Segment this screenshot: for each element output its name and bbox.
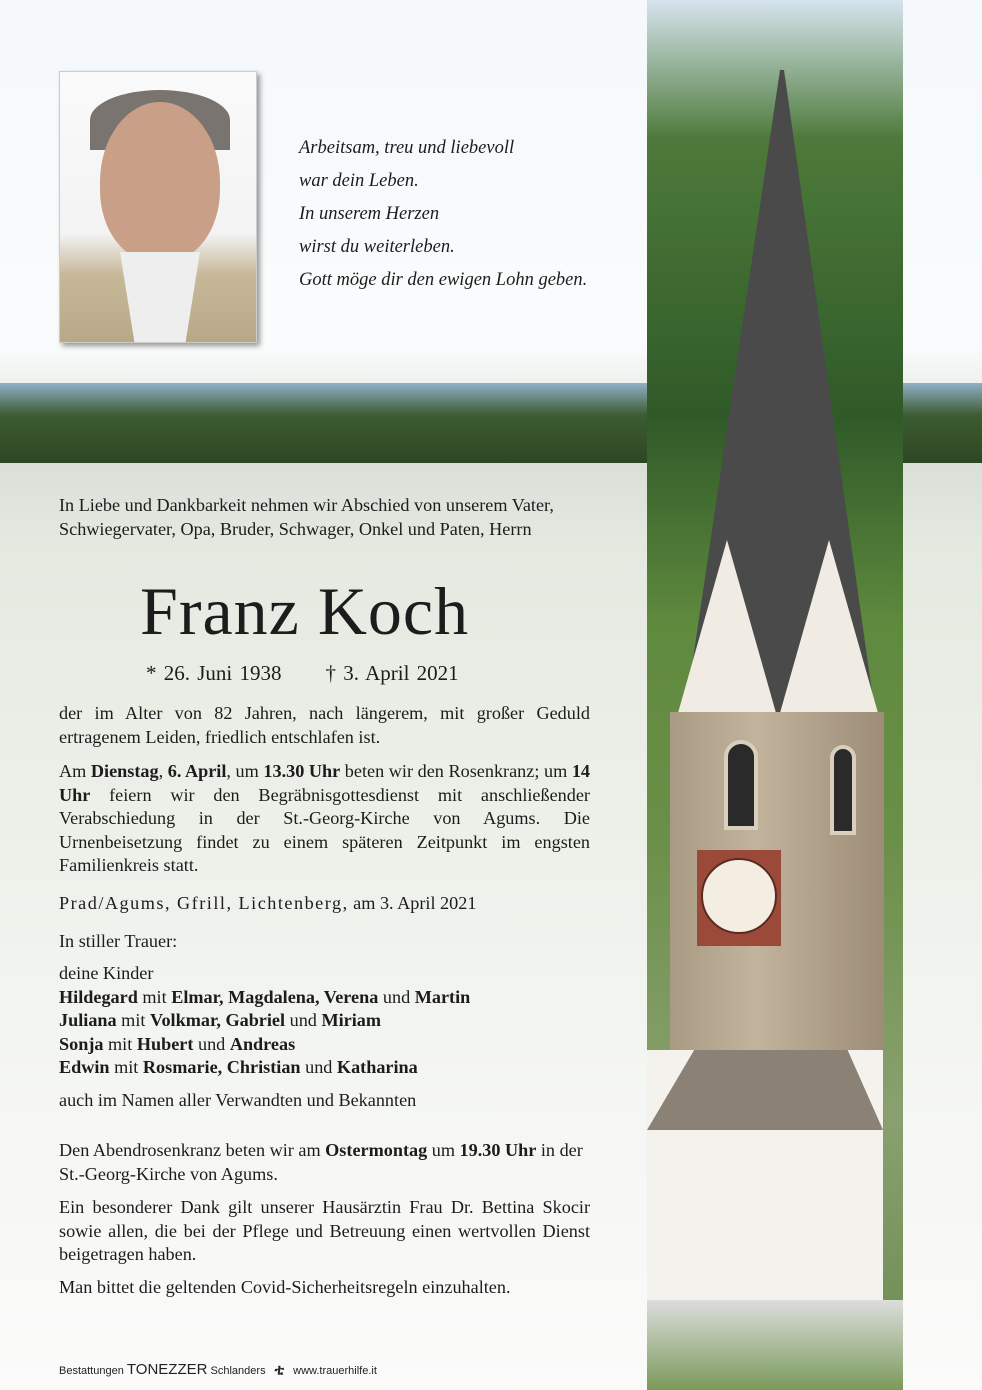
death-paragraph: der im Alter von 82 Jahren, nach längerem, mit großer Geduld ertragenem Leiden, friedlich entschlafen ist. xyxy=(59,703,590,747)
place-date: Prad/Agums, Gfrill, Lichtenberg, am 3. April 2021 xyxy=(59,893,477,913)
overlay-panel xyxy=(903,463,982,1390)
website-link: www.trauerhilfe.it xyxy=(293,1365,377,1377)
mourning-label: In stiller Trauer: xyxy=(59,931,178,951)
overlay-panel xyxy=(903,0,982,383)
poem-line: war dein Leben. xyxy=(299,171,419,191)
trauerhilfe-logo-icon: ቲ xyxy=(274,1361,285,1377)
relatives-line: auch im Namen aller Verwandten und Bekannten xyxy=(59,1089,417,1110)
footer: Bestattungen TONEZZER Schlanders ቲ www.trauerhilfe.it xyxy=(59,1361,377,1378)
deceased-name: Franz Koch xyxy=(140,573,470,649)
life-dates xyxy=(146,661,503,686)
belfry-window xyxy=(830,745,856,835)
poem-line: In unserem Herzen xyxy=(299,204,440,224)
covid-note: Man bittet die geltenden Covid-Sicherheitsregeln einzuhalten. xyxy=(59,1277,511,1297)
family-line: Juliana mit Volkmar, Gabriel und Miriam xyxy=(59,1010,382,1030)
family-line: Sonja mit Hubert und Andreas xyxy=(59,1033,296,1054)
family-line: Hildegard mit Elmar, Magdalena, Verena und Martin xyxy=(59,986,471,1007)
poem-line: Gott möge dir den ewigen Lohn geben. xyxy=(299,270,588,290)
poem xyxy=(299,132,587,297)
death-date: † 3. April 2021 xyxy=(325,661,459,685)
evening-rosary: Den Abendrosenkranz beten wir am Ostermontag um 19.30 Uhr in der St.-Georg-Kirche von Agums. xyxy=(59,1140,583,1184)
belfry-window xyxy=(724,740,758,830)
family-line: Edwin mit Rosmarie, Christian und Katharina xyxy=(59,1057,418,1077)
mourners-list: deine Kinder Hildegard mit Elmar, Magdalena, Verena und Martin Juliana mit Volkmar, Gabriel und Miriam Sonja mit Hubert und Andreas Edwin mit Rosmarie, Christian und Katharina auch im Namen aller Verwandten und Bekannten xyxy=(59,962,590,1112)
cemetery-wall xyxy=(647,1300,903,1390)
intro-text: In Liebe und Dankbarkeit nehmen wir Abschied von unserem Vater, Schwiegervater, Opa, Bruder, Schwager, Onkel und Paten, Herrn xyxy=(59,495,554,539)
birth-date: * 26. Juni 1938 xyxy=(146,661,282,685)
poem-line: wirst du weiterleben. xyxy=(299,237,455,257)
portrait-photo xyxy=(59,71,257,343)
funeral-paragraph: Am Dienstag, 6. April, um 13.30 Uhr beten wir den Rosenkranz; um 14 Uhr feiern wir den Begräbnisgottesdienst mit anschließender Verabschiedung in der St.-Georg-Kirche von Agums. Die Urnenbeisetzung findet zu einem späteren Zeitpunkt im engsten Familienkreis statt. xyxy=(59,761,591,875)
church-clock xyxy=(697,850,781,946)
thanks-paragraph: Ein besonderer Dank gilt unserer Hausärztin Frau Dr. Bettina Skocir sowie allen, die bei der Pflege und Betreuung einen wertvollen Dienst beigetragen haben. xyxy=(59,1197,590,1264)
funeral-home-name: TONEZZER xyxy=(126,1361,208,1378)
poem-line: Arbeitsam, treu und liebevoll xyxy=(299,138,515,158)
